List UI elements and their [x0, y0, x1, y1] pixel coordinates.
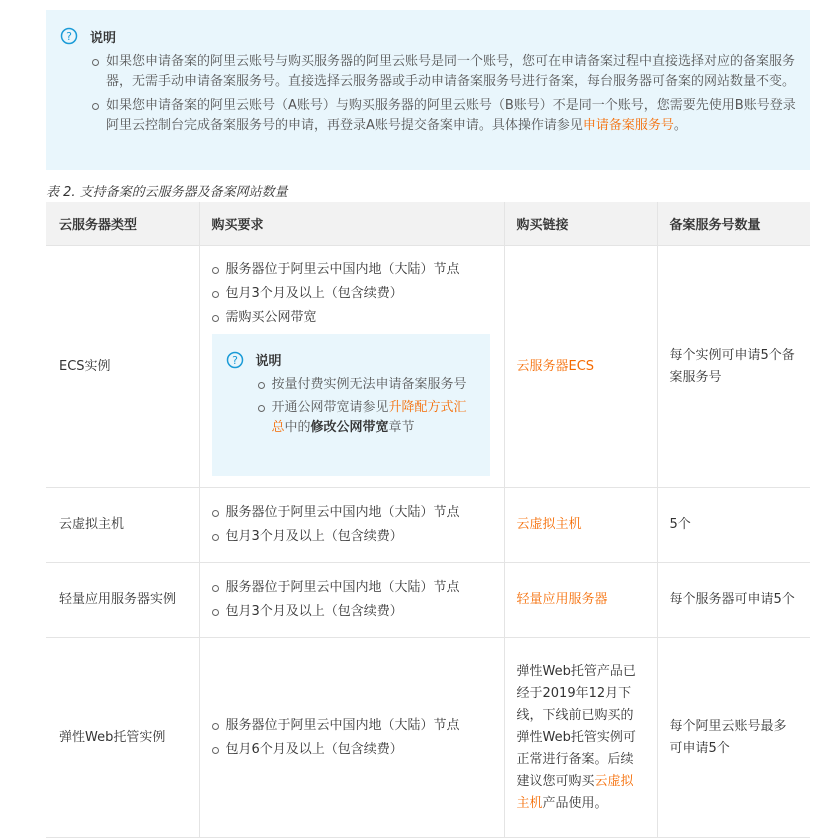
- count-cell: 每个阿里云账号最多可申请5个: [657, 638, 810, 838]
- svg-text:?: ?: [231, 353, 238, 367]
- bullet-icon: [212, 291, 219, 298]
- server-type-cell: ECS实例: [46, 246, 199, 488]
- list-item: 包月3个月及以上（包含续费）: [212, 282, 492, 306]
- table-caption: 表 2. 支持备案的云服务器及备案网站数量: [46, 185, 288, 200]
- requirements-cell: [199, 638, 504, 838]
- column-header: 购买要求: [199, 202, 504, 246]
- list-item: 包月3个月及以上（包含续费）: [212, 600, 492, 624]
- server-table: [46, 202, 810, 838]
- requirements-list: [212, 576, 492, 624]
- requirements-cell: [199, 488, 504, 563]
- count-cell: 每个实例可申请5个备案服务号: [657, 246, 810, 488]
- bullet-icon: [92, 59, 99, 66]
- upgrade-downgrade-link[interactable]: 升降配方式汇总: [271, 399, 467, 435]
- column-header: 云服务器类型: [46, 202, 199, 246]
- purchase-link-cell: [504, 563, 657, 638]
- bullet-icon: [212, 585, 219, 592]
- bullet-icon: [212, 609, 219, 616]
- purchase-link-cell: [504, 246, 657, 488]
- bullet-icon: [212, 534, 219, 541]
- bullet-icon: [92, 103, 99, 110]
- question-circle-icon: [60, 27, 78, 45]
- bullet-icon: [212, 510, 219, 517]
- table-row: [46, 246, 810, 488]
- purchase-link-cell: [504, 488, 657, 563]
- table-row: [46, 563, 810, 638]
- ecs-purchase-link[interactable]: 云服务器ECS: [516, 358, 595, 374]
- inner-note-list: [258, 375, 478, 441]
- list-item: 服务器位于阿里云中国内地（大陆）节点: [212, 714, 492, 738]
- column-header: 购买链接: [504, 202, 657, 246]
- table-row: [46, 488, 810, 563]
- list-item: 服务器位于阿里云中国内地（大陆）节点: [212, 258, 492, 282]
- bullet-icon: [212, 267, 219, 274]
- list-item: 包月6个月及以上（包含续费）: [212, 738, 492, 762]
- question-circle-icon: [226, 351, 244, 369]
- svg-text:?: ?: [66, 30, 72, 43]
- list-item: 服务器位于阿里云中国内地（大陆）节点: [212, 501, 492, 525]
- purchase-link-cell: 弹性Web托管产品已经于2019年12月下线，下线前已购买的弹性Web托管实例可正常进行备案。后续建议您可购买云虚拟主机产品使用。: [504, 638, 657, 838]
- requirements-list: [212, 714, 492, 762]
- virtual-host-link[interactable]: 云虚拟主机: [516, 773, 634, 811]
- note-list: [92, 52, 798, 140]
- lightweight-server-link[interactable]: 轻量应用服务器: [516, 592, 608, 607]
- list-item: 服务器位于阿里云中国内地（大陆）节点: [212, 576, 492, 600]
- note-item: 如果您申请备案的阿里云账号与购买服务器的阿里云账号是同一个账号，您可在申请备案过程中直接选择对应的备案服务器，无需手动申请备案服务号。直接选择云服务器或手动申请备案服务号进行备案，每台服务器可备案的网站数量不变。: [92, 52, 798, 92]
- virtual-host-link[interactable]: 云虚拟主机: [516, 517, 582, 532]
- count-cell: 5个: [657, 488, 810, 563]
- requirements-list: [212, 258, 492, 330]
- bullet-icon: [258, 405, 265, 412]
- inner-note-box: [212, 334, 490, 476]
- column-header: 备案服务号数量: [657, 202, 810, 246]
- inner-note-title: 说明: [255, 353, 282, 369]
- table-header-row: [46, 202, 810, 246]
- server-type-cell: 弹性Web托管实例: [46, 638, 199, 838]
- note-title: 说明: [90, 31, 117, 46]
- note-item: 如果您申请备案的阿里云账号（A账号）与购买服务器的阿里云账号（B账号）不是同一个账号，您需要先使用B账号登录阿里云控制台完成备案服务号的申请，再登录A账号提交备案申请。具体操作请参见申请备案服务号。: [92, 96, 798, 136]
- requirements-list: [212, 501, 492, 549]
- apply-service-number-link[interactable]: 申请备案服务号: [582, 118, 674, 133]
- requirements-cell: [199, 563, 504, 638]
- table-row: [46, 638, 810, 838]
- list-item: 开通公网带宽请参见升降配方式汇总中的修改公网带宽章节: [258, 398, 478, 438]
- bullet-icon: [212, 315, 219, 322]
- server-type-cell: 轻量应用服务器实例: [46, 563, 199, 638]
- list-item: 包月3个月及以上（包含续费）: [212, 525, 492, 549]
- bullet-icon: [212, 747, 219, 754]
- count-cell: 每个服务器可申请5个: [657, 563, 810, 638]
- list-item: 需购买公网带宽: [212, 306, 492, 330]
- list-item: 按量付费实例无法申请备案服务号: [258, 375, 478, 395]
- note-box: [46, 10, 810, 170]
- bullet-icon: [212, 723, 219, 730]
- bullet-icon: [258, 382, 265, 389]
- server-type-cell: 云虚拟主机: [46, 488, 199, 563]
- requirements-cell: [199, 246, 504, 488]
